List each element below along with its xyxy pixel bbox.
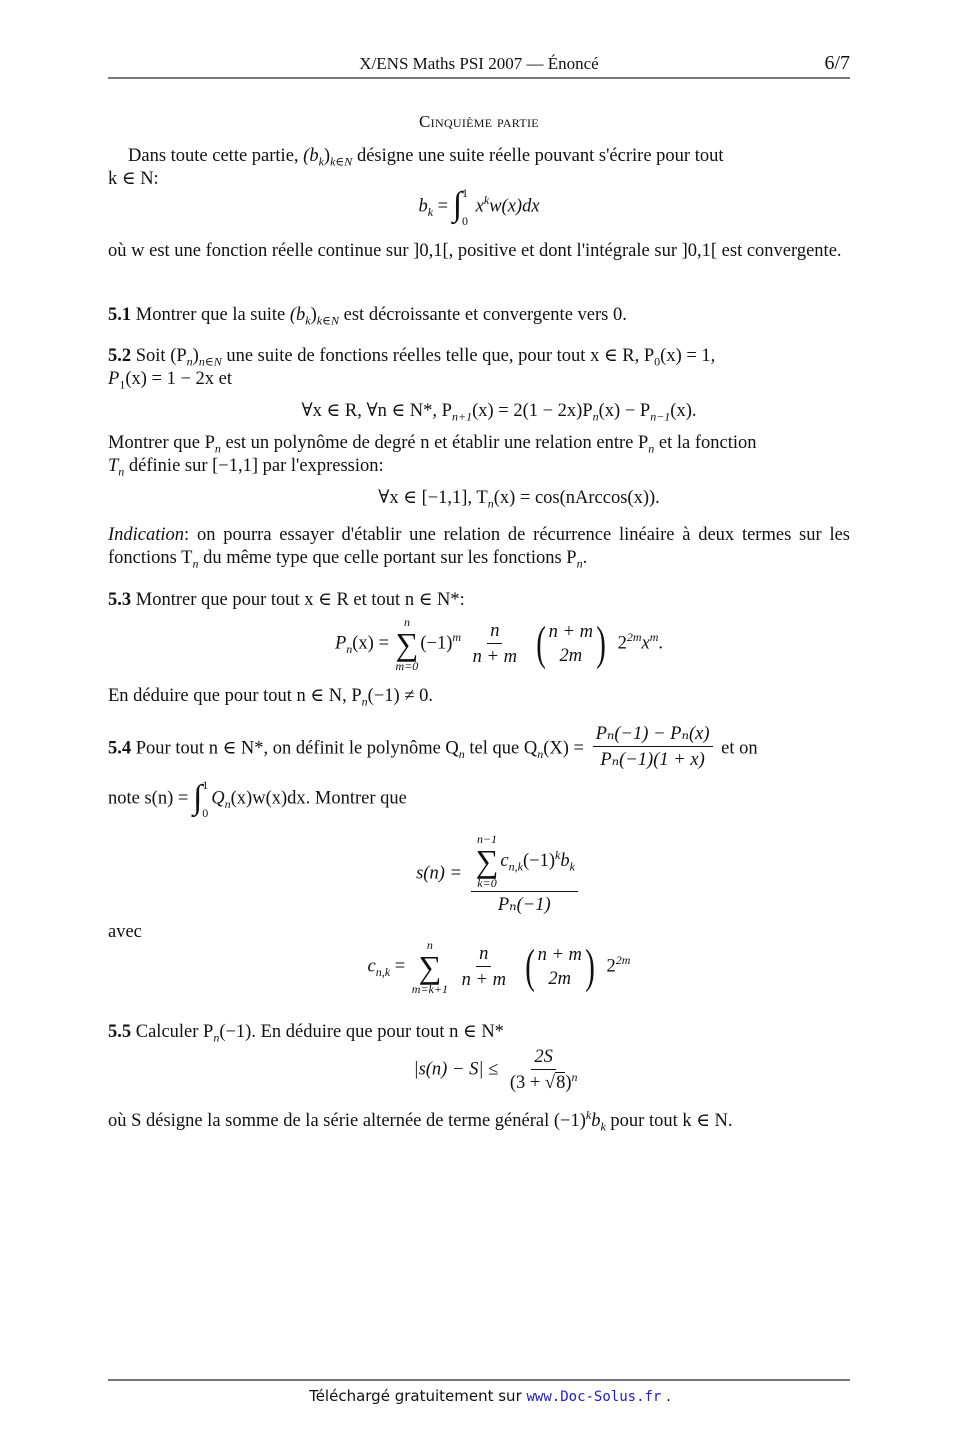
math-sub: n: [487, 496, 494, 511]
question-text: note s(n) =: [108, 788, 189, 809]
math: ∀x ∈ R, ∀n ∈ N*, P: [301, 401, 452, 421]
intro-continuation: où w est une fonction réelle continue sur ]0,1[, positive et dont l'intégrale sur ]0,1[ est convergente.: [108, 241, 842, 261]
math-sub: n−1: [650, 409, 671, 424]
footer-text: Téléchargé gratuitement sur: [309, 1387, 527, 1405]
math: (−1): [522, 851, 555, 871]
lower-limit: 0: [462, 214, 469, 228]
math-sub: n: [458, 746, 465, 761]
math: P: [108, 369, 120, 389]
math: ): [323, 146, 331, 166]
math-sup: 2m: [626, 630, 642, 645]
sum-upper: n−1: [476, 832, 498, 846]
question-text: où S désigne la somme de la série alternée de terme général (−1): [108, 1111, 586, 1131]
binomial: ( n + m 2m ): [535, 617, 606, 670]
math-sub: k: [427, 204, 434, 219]
math-sub: 0: [654, 354, 661, 369]
math: (x) − P: [598, 401, 651, 421]
math: P: [334, 633, 347, 654]
math-sub: n,k: [508, 859, 523, 874]
part-title: Cinquième partie: [419, 112, 539, 131]
question-text: une suite de fonctions réelles telle que, pour tout x ∈ R, P: [221, 346, 655, 366]
question-text: et la fonction: [654, 433, 757, 453]
math-sub: n: [361, 694, 368, 709]
binomial: ( n + m 2m ): [524, 940, 595, 993]
tn-definition: [108, 487, 890, 509]
math: (3 + √: [509, 1073, 556, 1093]
hint-label: Indication: [108, 525, 185, 545]
question-number: 5.4: [108, 738, 132, 759]
math: (b: [289, 305, 306, 325]
question-text: est décroissante et convergente vers 0.: [339, 305, 627, 325]
question-5-1: [108, 304, 850, 327]
integral-sign: ∫: [452, 186, 463, 223]
inequality: [108, 1046, 870, 1094]
question-5-4: [108, 725, 850, 773]
math: x: [475, 196, 484, 217]
integral-limits: [462, 186, 468, 228]
integral-sign: ∫: [192, 778, 203, 816]
binom-bottom: 2m: [559, 646, 583, 666]
footer-rule: [108, 1379, 850, 1381]
avec-label: avec: [108, 922, 142, 942]
denominator: n + m: [472, 647, 518, 667]
numerator: [471, 832, 578, 892]
sum-upper: n: [403, 615, 410, 629]
question-text: est un polynôme de degré n et établir une relation entre P: [220, 433, 649, 453]
question-text: pour tout k ∈ N.: [605, 1111, 733, 1131]
sum-sign: n ∑ m=k+1: [411, 938, 448, 996]
math-sub: n: [224, 796, 231, 811]
upper-limit: 1: [202, 778, 209, 792]
math: 2: [617, 633, 627, 654]
math: ): [310, 305, 317, 325]
denominator: n + m: [461, 970, 506, 990]
question-text: (x)w(x)dx. Montrer que: [230, 788, 407, 809]
question-number: 5.2: [108, 346, 132, 366]
question-5-3-deduce: [108, 685, 850, 708]
math: b: [418, 196, 428, 217]
math: c: [500, 851, 509, 871]
math: (x) = 2(1 − 2x)P: [472, 401, 593, 421]
math: ): [192, 346, 199, 366]
math-sub: n: [192, 556, 199, 571]
sum-sign: n ∑ m=0: [395, 615, 419, 673]
question-number: 5.3: [108, 590, 132, 610]
math-sub: n: [214, 441, 221, 456]
math: ∀x ∈ [−1,1], T: [378, 488, 488, 508]
binom-bottom: 2m: [548, 969, 572, 989]
math-sub: n: [576, 556, 583, 571]
math-sub: 1: [119, 377, 126, 392]
page-header: [108, 52, 850, 78]
math: x: [641, 633, 650, 654]
binom-top: n + m: [537, 945, 582, 965]
lower-limit: 0: [202, 806, 209, 820]
intro-text: désigne une suite réelle pouvant s'écrire pour tout: [352, 146, 724, 166]
math: =: [390, 956, 406, 977]
denominator: [507, 1070, 581, 1094]
math-sub: k∈N: [330, 154, 353, 169]
page-footer: [0, 1387, 980, 1405]
math: (x) = cos(nArccos(x)).: [493, 488, 660, 508]
question-text: Pour tout n ∈ N*, on définit le polynôme Q: [131, 738, 459, 759]
math: Q: [211, 788, 225, 809]
sum-sign: n−1 ∑ k=0: [475, 832, 499, 890]
math: T: [108, 456, 119, 476]
math-sup: 2m: [615, 953, 631, 968]
question-text: tel que Q: [464, 738, 538, 759]
math-sup: k: [554, 847, 561, 862]
math-sup: n: [571, 1069, 578, 1084]
math-sup: k: [483, 193, 490, 208]
denominator: Pₙ(−1): [497, 895, 551, 915]
sn-fraction: [471, 832, 578, 916]
page-number: 6/7: [824, 52, 850, 74]
math-sup: k: [585, 1107, 592, 1122]
sum-upper: n: [426, 938, 433, 952]
numerator: 2S: [531, 1046, 556, 1070]
sn-formula: [108, 832, 870, 916]
numerator: n: [487, 620, 502, 644]
footer-text: .: [661, 1387, 671, 1405]
denominator: Pₙ(−1)(1 + x): [600, 750, 705, 770]
math: =: [433, 196, 453, 217]
math-sub: k: [305, 313, 311, 328]
question-number: 5.1: [108, 305, 132, 325]
numerator: n: [476, 943, 491, 967]
math-sup: m: [452, 630, 462, 645]
question-text: (x) = 1 − 2x et: [125, 369, 232, 389]
cnk-formula: [108, 938, 870, 996]
intro-text: k ∈ N:: [108, 169, 159, 189]
math: c: [367, 956, 376, 977]
question-text: (x) = 1,: [660, 346, 716, 366]
hint-text: : on pourra essayer d'établir une relation de récurrence linéaire à deux termes sur les fonctions T: [108, 525, 850, 568]
question-text: Soit (P: [131, 346, 187, 366]
question-5-4-note: [108, 778, 850, 820]
question-5-3: [108, 589, 850, 612]
header-rule: [108, 77, 850, 79]
question-5-2: [108, 345, 850, 391]
math: (−1): [420, 633, 453, 654]
math: b: [560, 851, 570, 871]
question-text: Montrer que pour tout x ∈ R et tout n ∈ N*:: [131, 590, 465, 610]
math-sub: n∈N: [198, 354, 222, 369]
math-sub: n: [118, 464, 125, 479]
math-sub: n: [537, 746, 544, 761]
pn-formula: [108, 615, 870, 673]
hint-text: .: [582, 548, 588, 568]
math-sub: n: [186, 354, 193, 369]
math-sub: n,k: [375, 964, 391, 979]
sum-lower: m=0: [395, 659, 419, 673]
math: (x) =: [352, 633, 389, 654]
radicand: 8: [556, 1073, 566, 1093]
math: .: [658, 633, 664, 654]
math-sub: n: [592, 409, 599, 424]
math: |s(n) − S| ≤: [413, 1059, 499, 1080]
recurrence-equation: [108, 400, 870, 422]
question-5-2-body: [108, 432, 850, 478]
numerator: Pₙ(−1) − Pₙ(x): [593, 723, 713, 747]
question-text: Montrer que P: [108, 433, 215, 453]
math-sub: n: [648, 441, 655, 456]
question-text: En déduire que pour tout n ∈ N, P: [108, 686, 362, 706]
integral-limits: [202, 778, 208, 820]
fraction: [470, 620, 520, 668]
question-text: et on: [721, 738, 758, 759]
question-text: Montrer que la suite: [131, 305, 290, 325]
math-sub: n: [346, 641, 353, 656]
math-sup: m: [649, 630, 659, 645]
math: ): [565, 1073, 572, 1093]
question-text: Calculer P: [131, 1022, 214, 1042]
math: 2: [606, 956, 616, 977]
math: s(n) =: [416, 863, 462, 884]
fraction: [459, 943, 509, 991]
math-sub: n: [213, 1030, 220, 1045]
intro-text: Dans toute cette partie,: [128, 146, 304, 166]
math: w(x)dx: [489, 196, 540, 217]
math-sub: k∈N: [316, 313, 340, 328]
math: (x).: [670, 401, 697, 421]
math-sub: k: [569, 859, 575, 874]
math: (b: [303, 146, 319, 166]
question-5-5: [108, 1021, 850, 1044]
qn-fraction: [593, 723, 713, 771]
equation-bk: [108, 186, 850, 228]
hint-text: du même type que celle portant sur les fonctions P: [198, 548, 577, 568]
question-5-5-conclusion: [108, 1107, 850, 1134]
fraction: [507, 1046, 581, 1094]
question-text: (−1). En déduire que pour tout n ∈ N*: [219, 1022, 504, 1042]
question-number: 5.5: [108, 1022, 132, 1042]
intro-paragraph: [108, 145, 850, 191]
header-title: X/ENS Maths PSI 2007 — Énoncé: [359, 54, 599, 73]
hint: [108, 524, 850, 570]
sum-lower: m=k+1: [411, 982, 448, 996]
question-text: (X) =: [543, 738, 584, 759]
sum-lower: k=0: [477, 876, 497, 890]
doc-solus-link[interactable]: www.Doc-Solus.fr: [526, 1389, 662, 1405]
math-sub: k: [318, 154, 324, 169]
question-text: (−1) ≠ 0.: [367, 686, 433, 706]
upper-limit: 1: [462, 186, 469, 200]
math-sub: n+1: [451, 409, 473, 424]
binom-top: n + m: [548, 622, 593, 642]
question-text: définie sur [−1,1] par l'expression:: [124, 456, 384, 476]
math-sub: k: [600, 1119, 606, 1134]
math: b: [591, 1111, 601, 1131]
